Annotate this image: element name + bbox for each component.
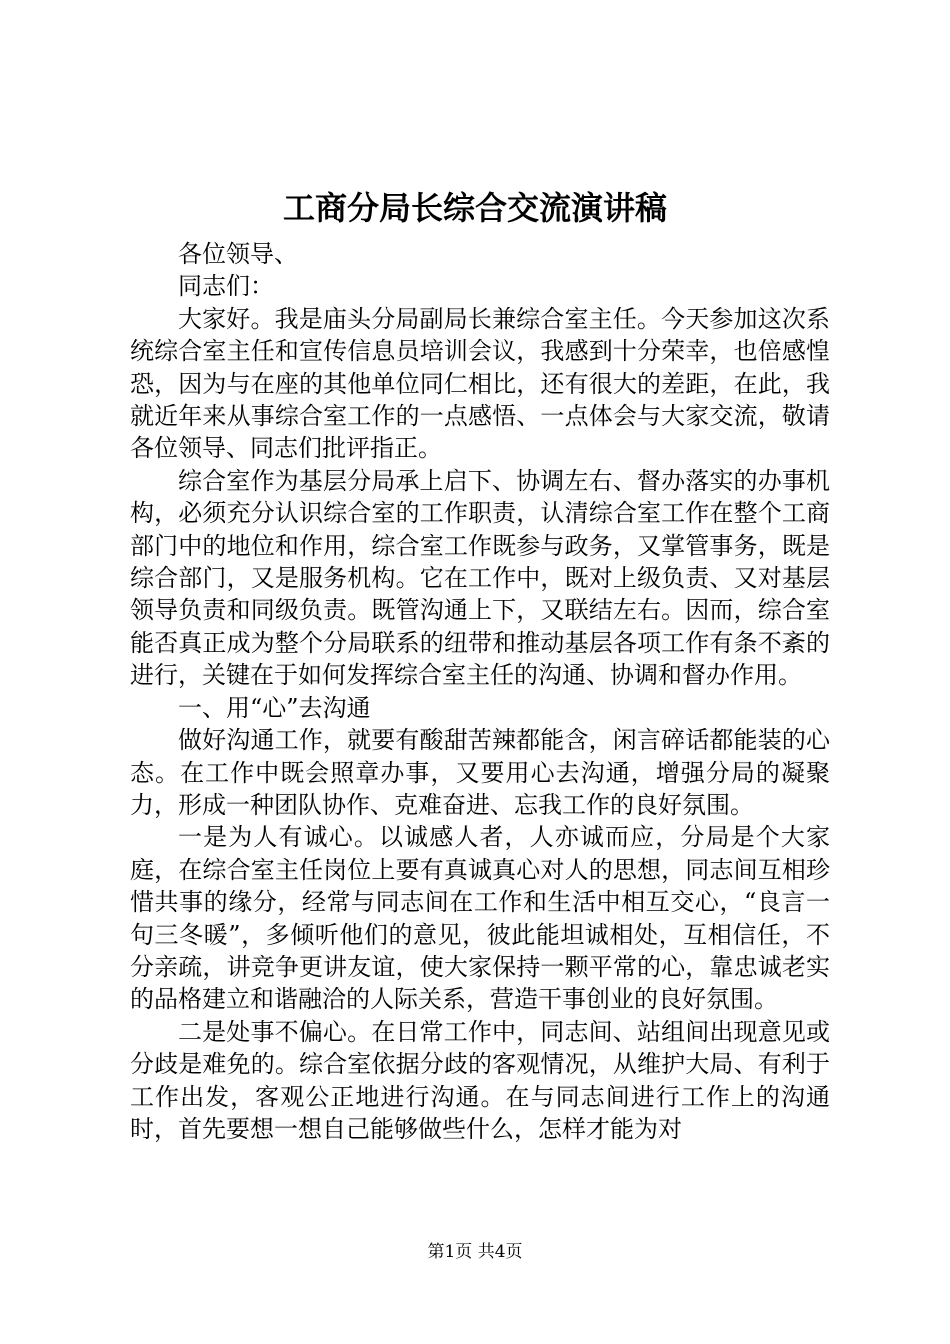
- paragraph-fairness: 二是处事不偏心。在日常工作中，同志间、站组间出现意见或分歧是难免的。综合室依据分歧的客观情况，从维护大局、有利于工作出发，客观公正地进行沟通。在与同志间进行工作上的沟通时，首先要想一想自己能够做些什么，怎样才能为对: [130, 1017, 830, 1143]
- salutation-leaders: 各位领导、: [178, 240, 298, 268]
- section-heading-1: 一、用“心”去沟通: [178, 693, 371, 722]
- paragraph-sincerity: 一是为人有诚心。以诚感人者，人亦诚而应，分局是个大家庭，在综合室主任岗位上要有真诚真心对人的思想，同志间互相珍惜共事的缘分，经常与同志间在工作和生活中相互交心，“良言一句三冬暖”，多倾听他们的意见，彼此能坦诚相处，互相信任，不分亲疏，讲竞争更讲友谊，使大家保持一颗平常的心，靠忠诚老实的品格建立和谐融洽的人际关系，营造干事创业的良好氛围。: [130, 823, 830, 1014]
- salutation-comrades: 同志们：: [178, 272, 274, 301]
- paragraph-role: 综合室作为基层分局承上启下、协调左右、督办落实的办事机构，必须充分认识综合室的工作职责，认清综合室工作在整个工商部门中的地位和作用，综合室工作既参与政务，又掌管事务，既是综合部门，又是服务机构。它在工作中，既对上级负责、又对基层领导负责和同级负责。既管沟通上下，又联结左右。因而，综合室能否真正成为整个分局联系的纽带和推动基层各项工作有条不紊的进行，关键在于如何发挥综合室主任的沟通、协调和督办作用。: [130, 466, 830, 690]
- document-body: [130, 238, 830, 1145]
- document-title: 工商分局长综合交流演讲稿: [282, 189, 667, 227]
- page-footer: 第1页 共4页: [427, 1242, 523, 1262]
- paragraph-communication: 做好沟通工作，就要有酸甜苦辣都能含，闲言碎话都能装的心态。在工作中既会照章办事，又要用心去沟通，增强分局的凝聚力，形成一种团队协作、克难奋进、忘我工作的良好氛围。: [130, 726, 830, 819]
- paragraph-intro: 大家好。我是庙头分局副局长兼综合室主任。今天参加这次系统综合室主任和宣传信息员培训会议，我感到十分荣幸，也倍感惶恐，因为与在座的其他单位同仁相比，还有很大的差距，在此，我就近年来从事综合室工作的一点感悟、一点体会与大家交流，敬请各位领导、同志们批评指正。: [130, 304, 830, 463]
